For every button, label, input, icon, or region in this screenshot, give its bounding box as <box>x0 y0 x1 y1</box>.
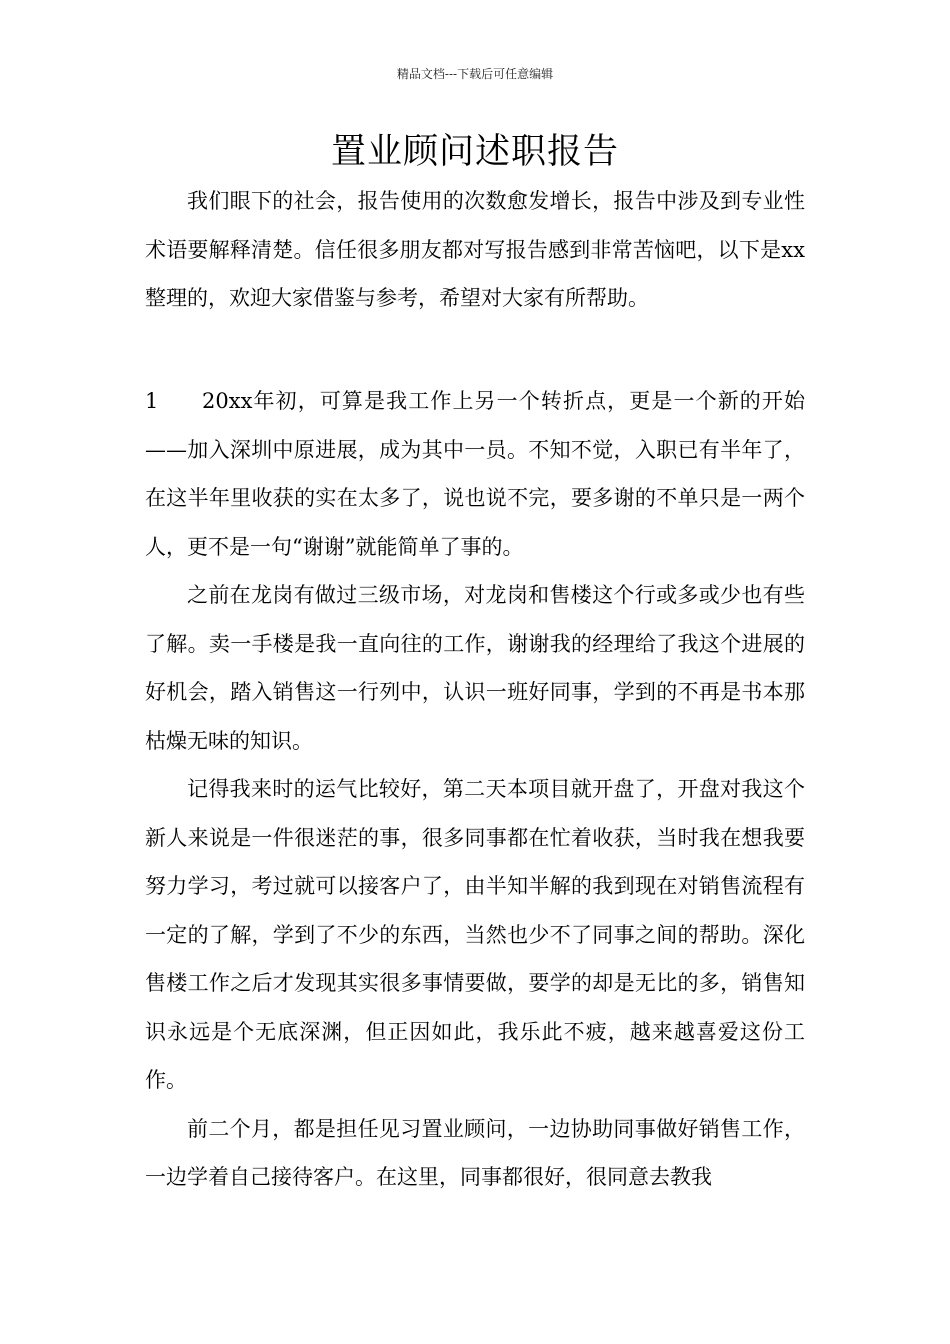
document-title: 置业顾问述职报告 <box>330 132 619 172</box>
intro-block <box>145 177 805 323</box>
body-paragraph-1-text: 20xx年初，可算是我工作上另一个转折点，更是一个新的开始——加入深圳中原进展，成为其中一员。不知不觉，入职已有半年了，在这半年里收获的实在太多了，说也说不完，要多谢的不单只是一两个人，更不是一句“谢谢”就能简单了事的。 <box>145 389 805 559</box>
body-paragraph-4: 前二个月，都是担任见习置业顾问，一边协助同事做好销售工作，一边学着自己接待客户。在这里，同事都很好，很同意去教我 <box>145 1116 805 1189</box>
section-number: 1 <box>145 389 159 413</box>
body-paragraph-2: 之前在龙岗有做过三级市场，对龙岗和售楼这个行或多或少也有些了解。卖一手楼是我一直向往的工作，谢谢我的经理给了我这个进展的好机会，踏入销售这一行列中，认识一班好同事，学到的不再是书本那枯燥无味的知识。 <box>145 583 805 753</box>
body-paragraph-1 <box>145 377 805 571</box>
intro-paragraph: 我们眼下的社会，报告使用的次数愈发增长，报告中涉及到专业性术语要解释清楚。信任很多朋友都对写报告感到非常苦恼吧，以下是xx整理的，欢迎大家借鉴与参考，希望对大家有所帮助。 <box>145 189 805 310</box>
header-note: 精品文档---下载后可任意编辑 <box>396 67 554 81</box>
body-paragraph-3: 记得我来时的运气比较好，第二天本项目就开盘了，开盘对我这个新人来说是一件很迷茫的事，很多同事都在忙着收获，当时我在想我要努力学习，考过就可以接客户了，由半知半解的我到现在对销售流程有一定的了解，学到了不少的东西，当然也少不了同事之间的帮助。深化售楼工作之后才发现其实很多事情要做，要学的却是无比的多，销售知识永远是个无底深渊，但正因如此，我乐此不疲，越来越喜爱这份工作。 <box>145 777 805 1092</box>
report-body <box>145 377 805 1202</box>
